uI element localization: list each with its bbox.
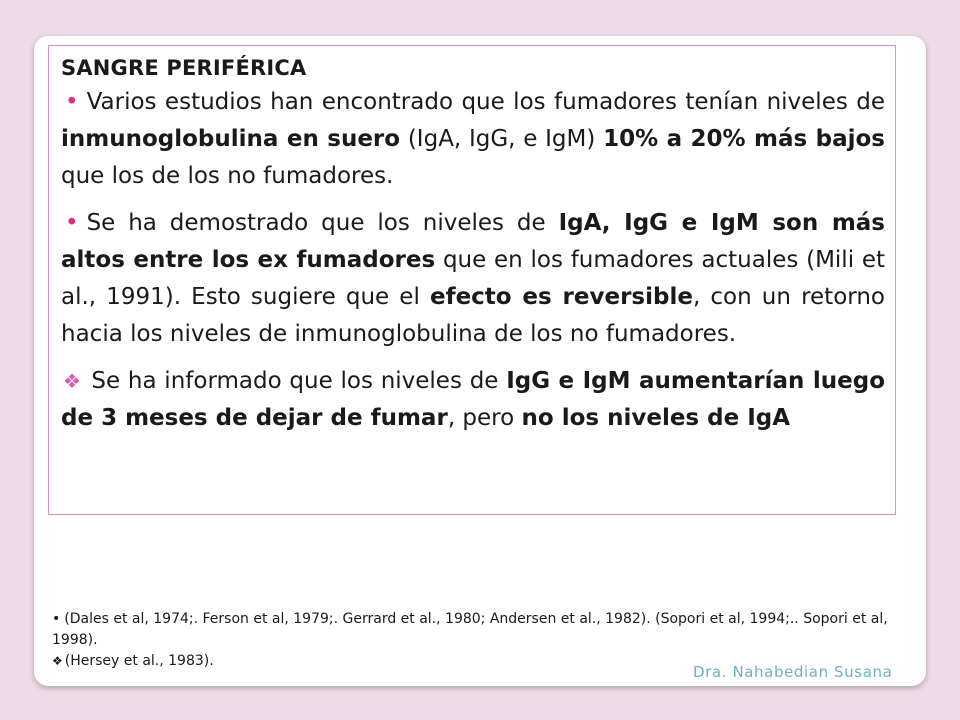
bullet-icon: • bbox=[52, 611, 61, 627]
bullet-icon: • bbox=[65, 210, 79, 236]
reference-1-text: (Dales et al, 1974;. Ferson et al, 1979;. Gerrard et al., 1980; Andersen et al., 1982). (Sopori et al, 1994;.. Sopori et al, 1998). bbox=[52, 611, 888, 648]
reference-2-text: (Hersey et al., 1983). bbox=[64, 653, 214, 669]
p3-text-2: , pero bbox=[447, 405, 522, 431]
p1-text-2: (IgA, IgG, e IgM) bbox=[400, 126, 604, 152]
p3-text-1: Se ha informado que los niveles de bbox=[91, 368, 507, 394]
p1-bold-1: inmunoglobulina en suero bbox=[61, 126, 401, 152]
diamond-bullet-icon: ❖ bbox=[52, 654, 63, 668]
p2-text-3: , con un retorno hacia los niveles de inmunoglobulina de los no fumadores. bbox=[61, 284, 885, 347]
p2-text-2: que en los fumadores actuales (Mili et al., 1991). Esto sugiere que el bbox=[61, 247, 886, 310]
p2-text-1: Se ha demostrado que los niveles de bbox=[86, 210, 559, 236]
paragraph-2 bbox=[61, 205, 885, 353]
p3-bold-2: no los niveles de IgA bbox=[521, 405, 791, 431]
p3-bold-1: IgG e IgM aumentarían luego de 3 meses de dejar de fumar bbox=[61, 368, 885, 431]
section-heading: SANGRE PERIFÉRICA bbox=[61, 56, 307, 80]
p1-bold-2: 10% a 20% más bajos bbox=[603, 126, 885, 152]
bullet-icon: • bbox=[65, 89, 79, 115]
p2-bold-2: efecto es reversible bbox=[429, 284, 693, 310]
p1-text-1: Varios estudios han encontrado que los fumadores tenían niveles de bbox=[86, 89, 885, 115]
p2-bold-1: IgA, IgG e IgM son más altos entre los ex fumadores bbox=[61, 210, 885, 273]
paragraph-1 bbox=[61, 84, 885, 195]
diamond-bullet-icon: ❖ bbox=[63, 369, 82, 393]
content-box bbox=[48, 45, 896, 515]
reference-1 bbox=[52, 609, 902, 651]
author-credit: Dra. Nahabedian Susana bbox=[693, 663, 893, 681]
p1-text-3: que los de los no fumadores. bbox=[61, 163, 394, 189]
paragraph-3 bbox=[61, 363, 885, 437]
